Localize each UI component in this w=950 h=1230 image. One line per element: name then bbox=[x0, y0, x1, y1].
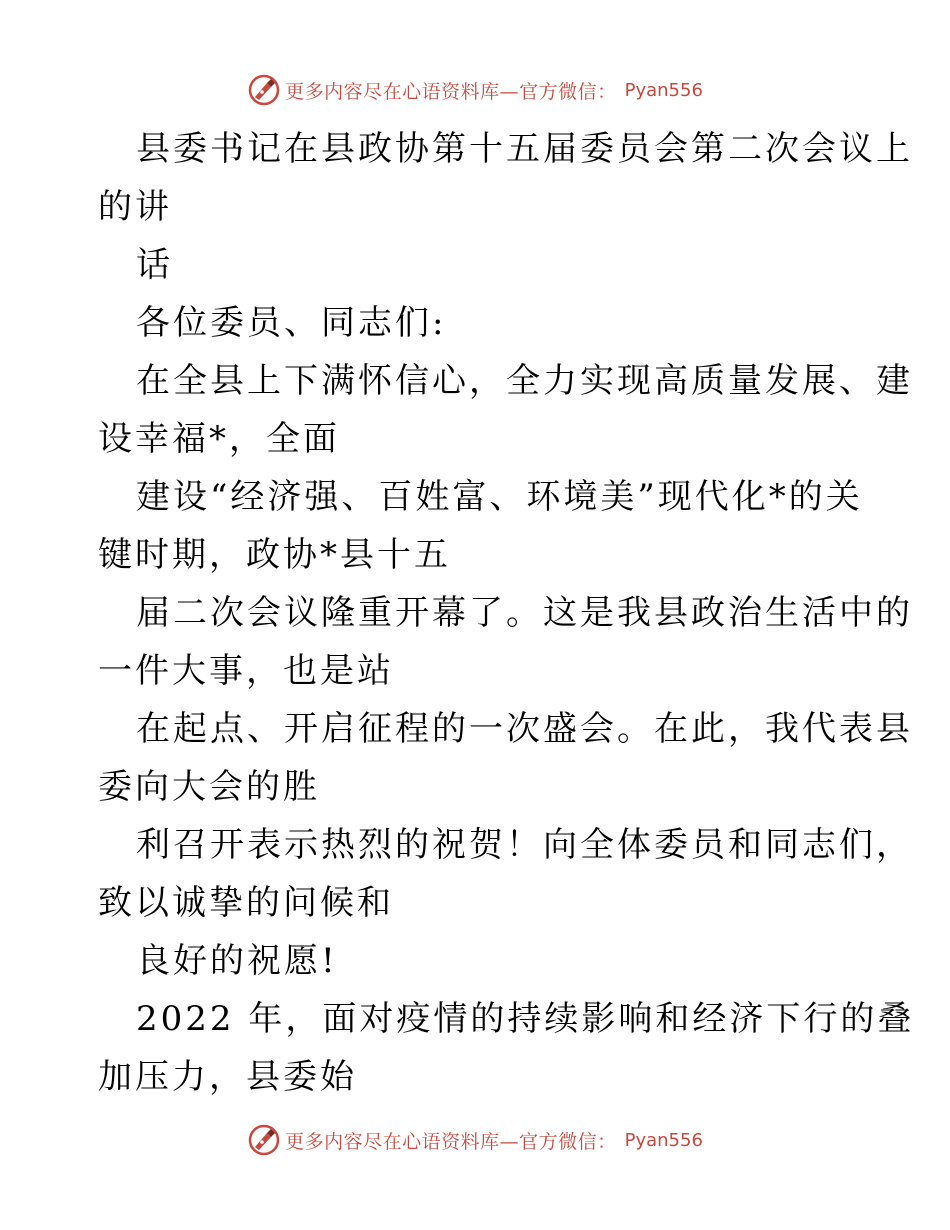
text-line: 设幸福*，全面 bbox=[98, 419, 340, 459]
header-watermark bbox=[0, 70, 950, 110]
pen-nib-logo-icon bbox=[247, 73, 281, 107]
text-line: 键时期，政协*县十五 bbox=[98, 535, 451, 575]
text-line: 在全县上下满怀信心，全力实现高质量发展、建 bbox=[136, 361, 913, 401]
text-line: 建设“经济强、百姓富、环境美”现代化*的关 bbox=[136, 477, 863, 517]
text-line: 一件大事，也是站 bbox=[98, 651, 394, 691]
text-line: 各位委员、同志们: bbox=[136, 303, 447, 343]
watermark-text: 更多内容尽在心语资料库—官方微信： bbox=[285, 80, 617, 103]
footer-watermark bbox=[0, 1120, 950, 1160]
watermark-wechat-id: Pyan556 bbox=[624, 1129, 703, 1151]
text-line: 的讲 bbox=[98, 187, 172, 227]
text-line: 2022 年，面对疫情的持续影响和经济下行的叠 bbox=[136, 999, 915, 1039]
text-line: 良好的祝愿! bbox=[136, 941, 338, 981]
text-line: 在起点、开启征程的一次盛会。在此，我代表县 bbox=[136, 709, 913, 749]
watermark-wechat-id: Pyan556 bbox=[624, 79, 703, 101]
text-line: 县委书记在县政协第十五届委员会第二次会议上 bbox=[136, 129, 913, 169]
watermark-text: 更多内容尽在心语资料库—官方微信： bbox=[285, 1130, 617, 1153]
pen-nib-logo-icon bbox=[247, 1123, 281, 1157]
text-line: 话 bbox=[136, 245, 173, 285]
text-line: 届二次会议隆重开幕了。这是我县政治生活中的 bbox=[136, 593, 913, 633]
text-line: 委向大会的胜 bbox=[98, 767, 320, 807]
text-line: 致以诚挚的问候和 bbox=[98, 883, 394, 923]
text-line: 利召开表示热烈的祝贺！向全体委员和同志们， bbox=[136, 825, 913, 865]
speech-body bbox=[98, 120, 915, 1106]
text-line: 加压力，县委始 bbox=[98, 1057, 357, 1097]
